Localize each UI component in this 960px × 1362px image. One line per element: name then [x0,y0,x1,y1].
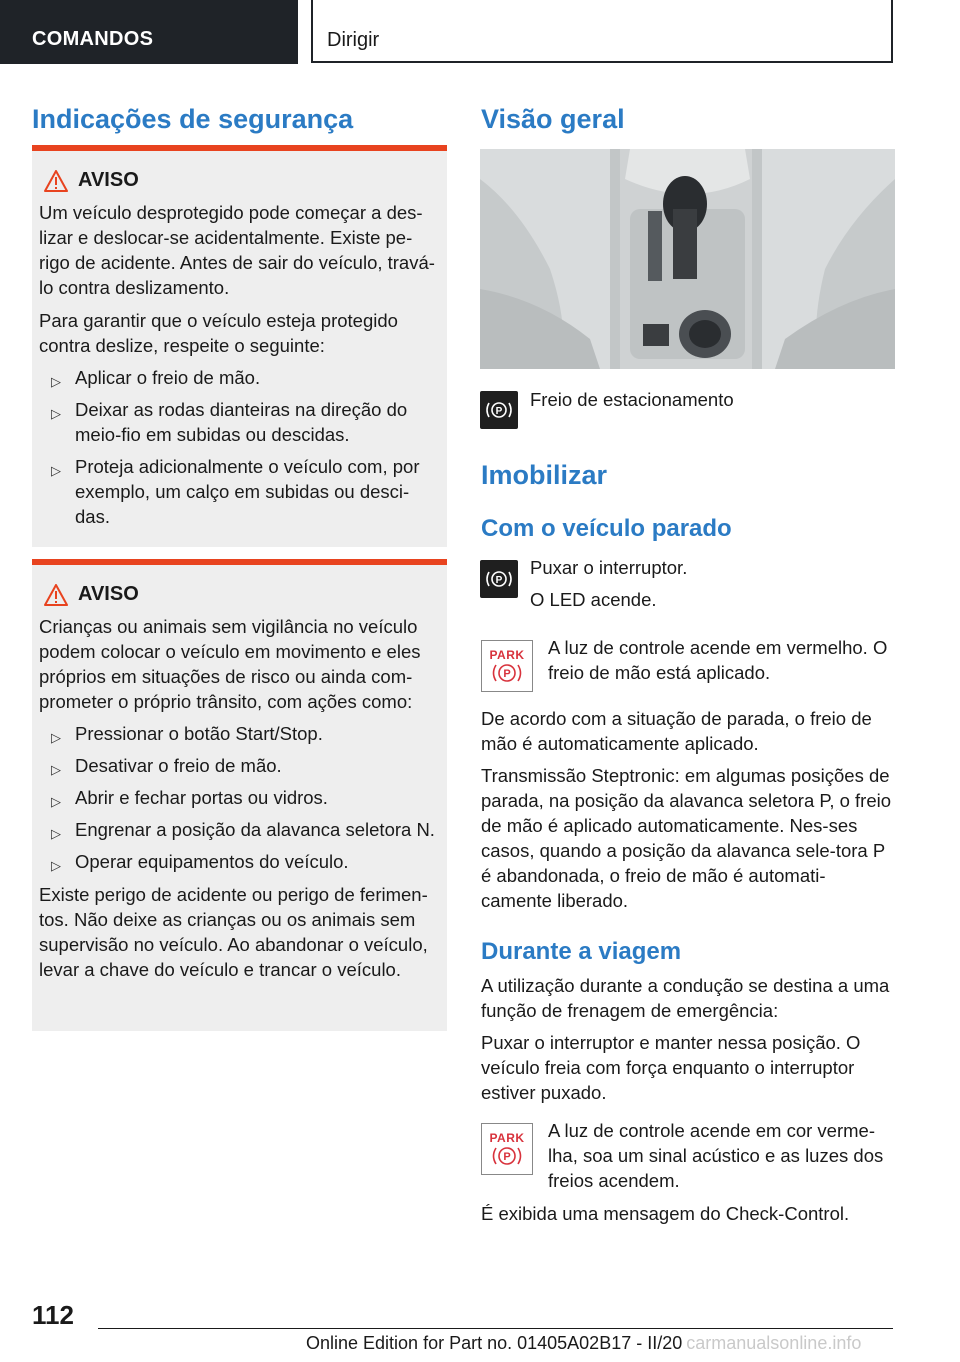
parking-brake-icon [480,391,518,429]
paragraph: De acordo com a situação de parada, o freio de mão é automaticamente aplicado. [481,708,872,754]
page-number: 112 [32,1300,74,1330]
svg-text:P: P [503,667,511,680]
warning-label: AVISO [78,583,139,605]
list-item: ▷ Deixar as rodas dianteiras na direção do meio-fio em subidas ou descidas. [51,399,408,445]
list-item: ▷ Abrir e fechar portas ou vidros. [39,785,439,810]
bullet-triangle-icon: ▷ [51,730,61,745]
list-item: ▷ Pressionar o botão Start/Stop. [39,721,439,746]
section-title: COMANDOS [32,28,154,50]
paragraph: Transmissão Steptronic: em algumas posições de parada, na posição da alavanca seletora P, o freio de mão é aplicado automaticamente. Nes-ses casos, quando a posição da alavanca sele-tora P é abandonada, o freio de mão é automati-camente liberado. [481,765,892,911]
section-tab [0,0,298,64]
svg-text:P: P [495,406,503,417]
warning-paragraph: Para garantir que o veículo esteja protegido contra deslize, respeite o seguinte: [39,310,398,356]
warning-list [39,365,439,529]
paragraph: A utilização durante a condução se destina a uma função de frenagem de emergência: [481,975,890,1021]
immobilize-heading: Imobilizar [481,460,608,490]
indicator-description: A luz de controle acende em vermelho. O freio de mão está aplicado. [548,637,888,683]
safety-heading: Indicações de segurança [32,104,354,134]
watermark: carmanualsonline.info [686,1333,862,1353]
instruction-text: Puxar o interruptor. [530,557,688,578]
warning-icon [44,170,68,192]
paragraph: É exibida uma mensagem do Check-Control. [481,1203,850,1224]
bullet-triangle-icon: ▷ [51,374,61,389]
edition-text: Online Edition for Part no. 01405A02B17 - II/20 carmanualsonline.info [306,1333,862,1353]
bullet-triangle-icon: ▷ [51,794,61,809]
driving-heading: Durante a viagem [481,938,682,965]
bullet-triangle-icon: ▷ [51,858,61,873]
warning-paragraph: Crianças ou animais sem vigilância no veículo podem colocar o veículo em movimento e eles próprios em situações de risco ou ainda com-prometer o próprio trânsito, com ações como: [39,616,421,712]
warning-title-1 [44,169,439,192]
parking-brake-icon [480,560,518,598]
center-console-photo [480,149,895,369]
stationary-heading: Com o veículo parado [481,515,732,542]
list-item: ▷ Aplicar o freio de mão. [39,365,439,390]
bullet-triangle-icon: ▷ [51,826,61,841]
list-item: ▷ Proteja adicionalmente o veículo com, por exemplo, um calço em subidas ou desci-das. [51,456,420,527]
park-warning-light-icon: PARK P [481,640,533,692]
svg-text:P: P [503,1150,511,1163]
svg-text:P: P [495,575,503,586]
instruction-text: O LED acende. [530,589,657,610]
warning-icon [44,584,68,606]
paragraph: Puxar o interruptor e manter nessa posição. O veículo freia com força enquanto o interruptor estiver puxado. [481,1032,861,1103]
chapter-tab [311,0,893,63]
chapter-title: Dirigir [327,29,380,51]
indicator-description: A luz de controle acende em cor verme-lha, soa um sinal acústico e as luzes dos freios acendem. [548,1120,884,1191]
warning-paragraph: Existe perigo de acidente ou perigo de ferimen-tos. Não deixe as crianças ou os animais sem supervisão no veículo. Ao abandonar o veículo, levar a chave do veículo e trancar o veículo. [39,884,428,980]
warning-paragraph: Um veículo desprotegido pode começar a des-lizar e deslocar-se acidentalmente. Existe pe-rigo de acidente. Antes de sair do veículo, travá-lo contra deslizamento. [39,202,435,298]
park-warning-light-icon: PARK P [481,1123,533,1175]
bullet-triangle-icon: ▷ [51,463,61,478]
legend-label: Freio de estacionamento [530,389,734,410]
list-item: ▷ Desativar o freio de mão. [39,753,439,778]
warning-label: AVISO [78,169,139,191]
warning-box-1 [32,145,447,547]
overview-heading: Visão geral [481,104,625,134]
warning-title-2 [44,583,439,606]
bullet-triangle-icon: ▷ [51,762,61,777]
bullet-triangle-icon: ▷ [51,406,61,421]
list-item: ▷ Engrenar a posição da alavanca seletora N. [39,817,439,842]
warning-list [39,721,439,874]
footer-rule [98,1328,893,1329]
warning-box-2 [32,559,447,1031]
list-item: ▷ Operar equipamentos do veículo. [39,849,439,874]
